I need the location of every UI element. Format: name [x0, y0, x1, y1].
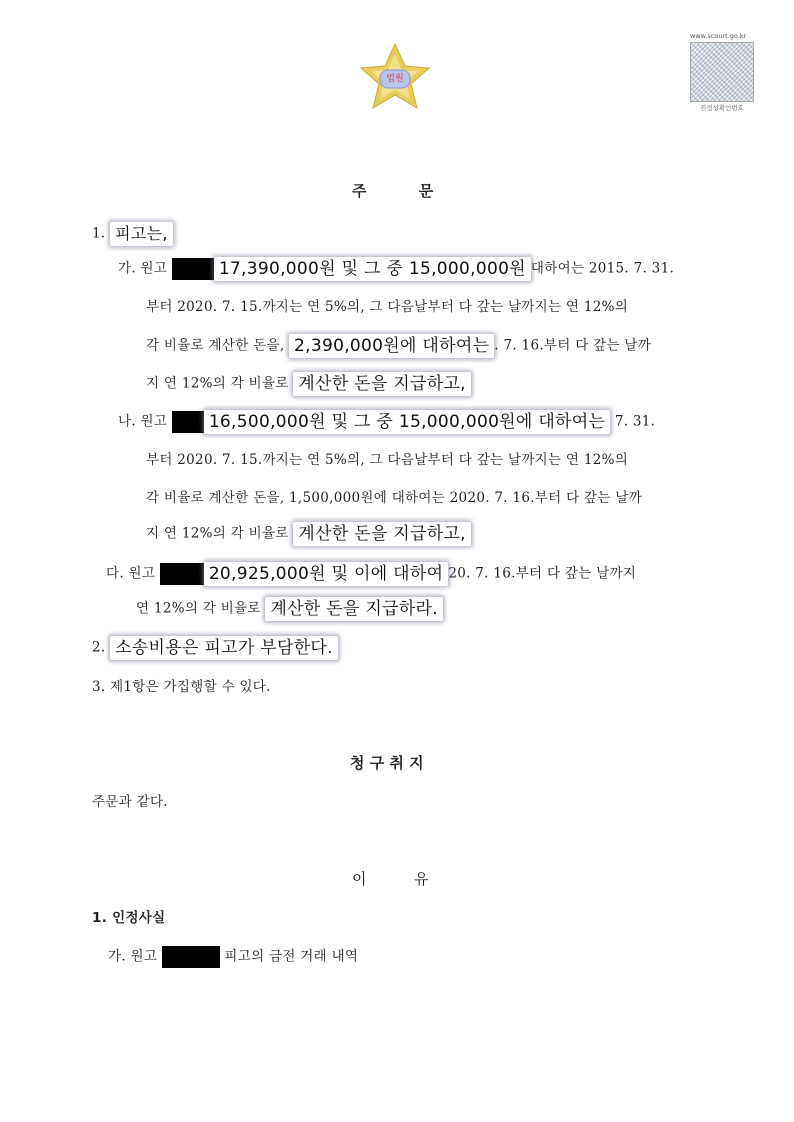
- highlight: 16,500,000원 및 그 중 15,000,000원에 대하여는: [204, 410, 610, 434]
- order-ga-line-2: 부터 2020. 7. 15.까지는 연 5%의, 그 다음날부터 다 갚는 날까지는 연 12%의: [146, 299, 629, 315]
- highlight: 계산한 돈을 지급하고,: [293, 522, 471, 546]
- highlight: 17,390,000원 및 그 중 15,000,000원: [214, 257, 531, 281]
- order-ga-line-3: 각 비율로 계산한 돈을, 2,390,000원에 대하여는 . 7. 16.부터 다 갚는 날까: [146, 336, 652, 356]
- order-ga-line-4: 지 연 12%의 각 비율로 계산한 돈을 지급하고,: [146, 372, 471, 396]
- order-ga-line-1: 가. 원고 17,390,000원 및 그 중 15,000,000원 대하여는 2015. 7. 31.: [118, 259, 675, 279]
- redaction-box: [160, 563, 204, 585]
- order-da-line-2: 연 12%의 각 비율로 계산한 돈을 지급하라.: [136, 597, 443, 621]
- order-item-2: 2. 소송비용은 피고가 부담한다.: [92, 636, 338, 660]
- redaction-box: [172, 411, 204, 433]
- claim-title: 청 구 취 지: [350, 754, 424, 772]
- order-da-line-1: 다. 원고 20,925,000원 및 이에 대하여 20. 7. 16.부터 다 갚는 날까지: [106, 564, 637, 584]
- redaction-box: [172, 258, 214, 280]
- highlight: 계산한 돈을 지급하고,: [293, 372, 471, 396]
- highlight: 20,925,000원 및 이에 대하여: [204, 562, 449, 586]
- emblem-label: 법원: [386, 74, 404, 84]
- order-item-1: 1. 피고는,: [92, 222, 173, 246]
- reason-title: 이 유: [352, 870, 429, 888]
- barcode-caption-top: www.scourt.go.kr: [690, 32, 747, 40]
- order-na-line-3: 각 비율로 계산한 돈을, 1,500,000원에 대하여는 2020. 7. 16.부터 다 갚는 날까: [146, 490, 642, 506]
- highlight: 소송비용은 피고가 부담한다.: [110, 636, 338, 660]
- claim-text: 주문과 같다.: [92, 794, 168, 810]
- highlight: 계산한 돈을 지급하라.: [265, 597, 443, 621]
- redaction-box: [162, 946, 220, 968]
- verification-barcode: [690, 42, 754, 102]
- court-emblem: [358, 42, 432, 114]
- order-na-line-1: 나. 원고 16,500,000원 및 그 중 15,000,000원에 대하여는 7. 31.: [118, 412, 656, 432]
- order-title: 주 문: [352, 182, 434, 200]
- highlight: 2,390,000원에 대하여는: [289, 334, 494, 358]
- order-na-line-2: 부터 2020. 7. 15.까지는 연 5%의, 그 다음날부터 다 갚는 날까지는 연 12%의: [146, 452, 629, 468]
- order-item-3: 3. 제1항은 가집행할 수 있다.: [92, 679, 271, 695]
- highlight: 피고는,: [110, 222, 173, 246]
- order-na-line-4: 지 연 12%의 각 비율로 계산한 돈을 지급하고,: [146, 522, 471, 546]
- reason-ga-line: 가. 원고 피고의 금전 거래 내역: [108, 946, 358, 968]
- barcode-caption-bottom: 진정성확인번호: [700, 104, 744, 112]
- reason-sub-1: 1. 인정사실: [92, 910, 166, 926]
